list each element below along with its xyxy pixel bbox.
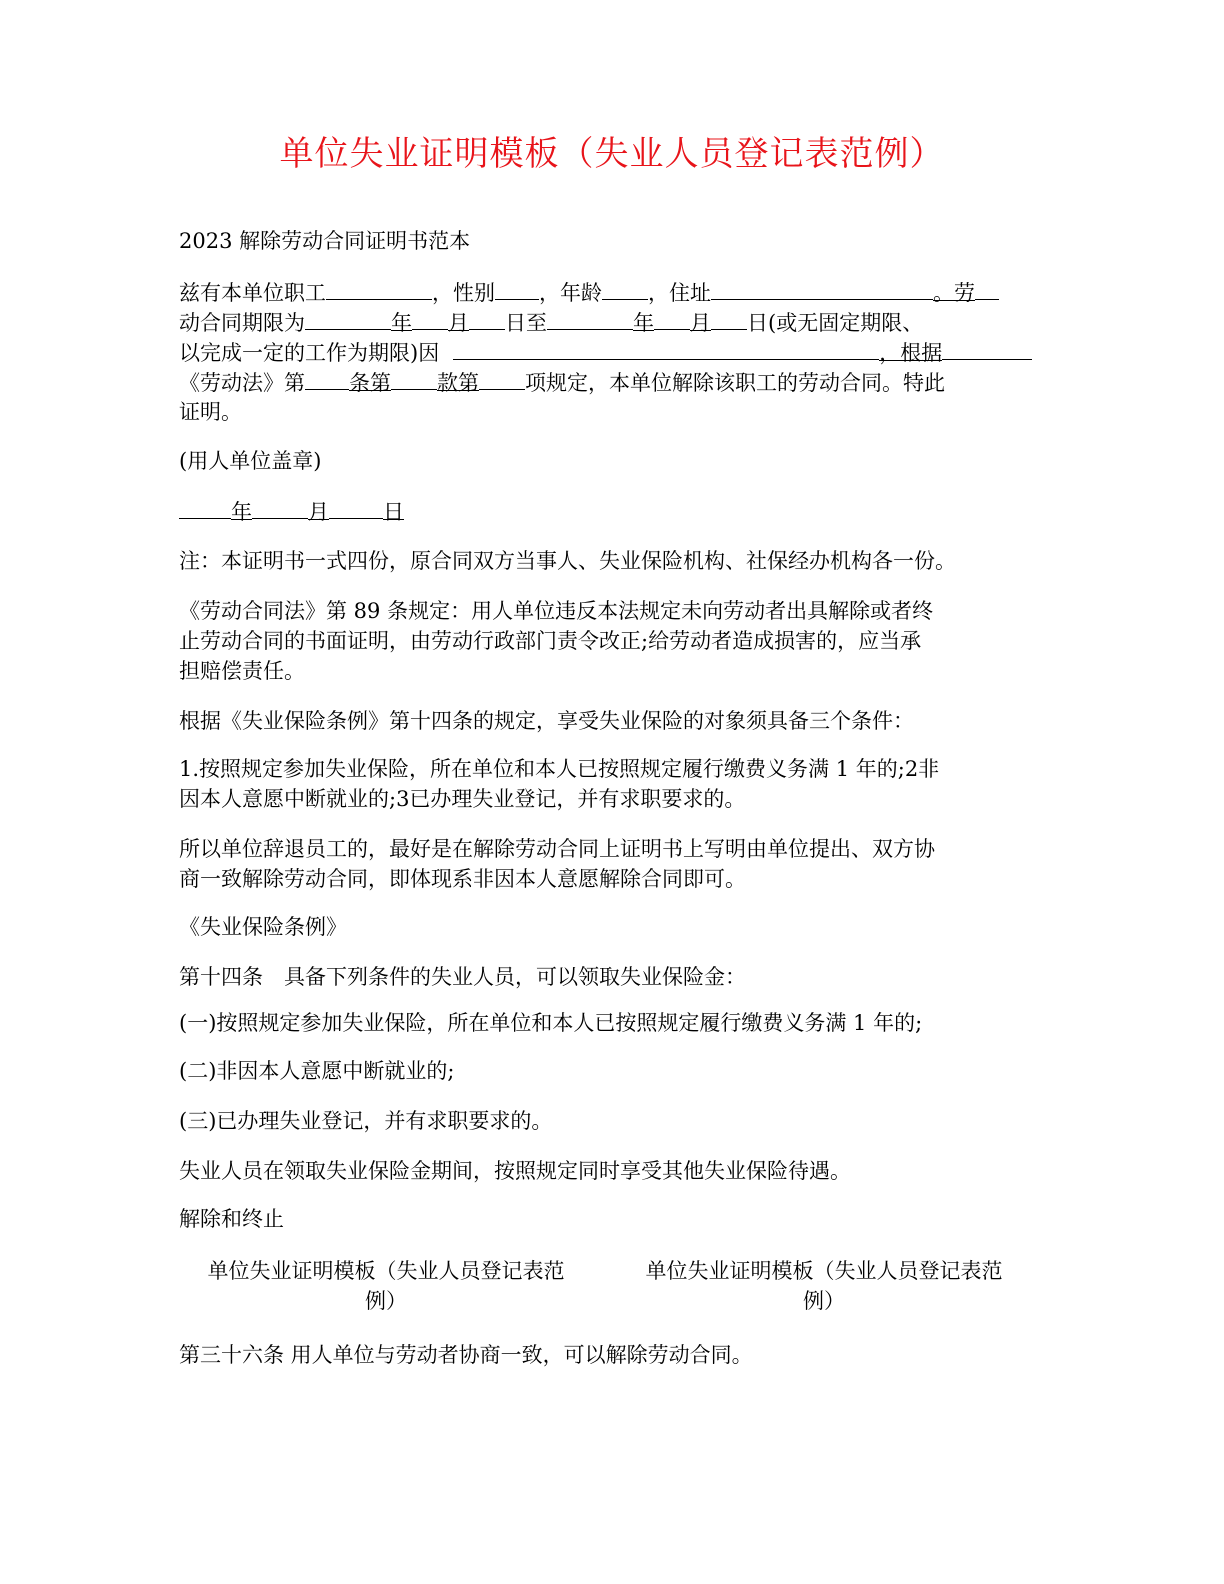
certificate-text: 月 [690,308,711,331]
end-month-blank[interactable] [654,307,690,330]
conditions-intro: 根据《失业保险条例》第十四条的规定，享受失业保险的对象须具备三个条件： [179,709,914,733]
certificate-text: 条第 [349,368,391,391]
conditions-line: 因本人意愿中断就业的;3已办理失业登记，并有求职要求的。 [179,787,746,811]
section-heading: 解除和终止 [179,1207,284,1231]
date-line [179,496,1099,527]
clause-blank[interactable] [391,367,437,390]
certificate-line-5: 证明。 [179,400,242,424]
note-paragraph: 注：本证明书一式四份，原合同双方当事人、失业保险机构、社保经办机构各一份。 [179,549,956,573]
footer-right-line-1: 单位失业证明模板（失业人员登记表范 [645,1259,1003,1283]
article14-heading: 第十四条 具备下列条件的失业人员，可以领取失业保险金： [179,965,746,989]
certificate-line-4 [179,367,1099,397]
article36-paragraph: 第三十六条 用人单位与劳动者协商一致，可以解除劳动合同。 [179,1343,753,1367]
certificate-text: 月 [448,308,469,331]
certificate-text: ，根据 [879,338,942,361]
article14-item-3: (三)已办理失业登记，并有求职要求的。 [179,1109,553,1133]
footer-right-line-2: 例） [803,1289,845,1313]
certificate-text: ，住址 [648,281,711,305]
footer-right [614,1256,1034,1316]
regulation-name: 《失业保险条例》 [179,915,347,939]
certificate-line-1 [179,277,1099,307]
seal-label: (用人单位盖章) [179,449,322,473]
certificate-text: ，性别 [432,281,495,305]
reason-blank[interactable] [453,337,879,360]
law89-paragraph [179,596,1099,686]
certificate-line-3 [179,337,1099,367]
article-blank[interactable] [305,367,349,390]
age-blank[interactable] [602,277,648,300]
date-year-label: 年 [231,497,252,520]
footer-left-line-1: 单位失业证明模板（失业人员登记表范 [207,1259,565,1283]
start-day-blank[interactable] [469,307,505,330]
subtitle: 2023 解除劳动合同证明书范本 [179,229,471,253]
item-blank[interactable] [479,367,525,390]
date-day-label: 日 [383,497,404,520]
date-day-blank[interactable] [329,496,383,519]
document-title: 单位失业证明模板（失业人员登记表范例） [279,134,945,174]
certificate-form [179,277,1099,427]
address-blank[interactable] [711,277,933,300]
address-blank-tail [975,277,999,300]
certificate-text: 日至 [505,311,547,335]
law89-line: 止劳动合同的书面证明，由劳动行政部门责令改正;给劳动者造成损害的，应当承 [179,629,922,653]
start-year-blank[interactable] [305,307,391,330]
certificate-text: 动合同期限为 [179,311,305,335]
law89-line: 《劳动合同法》第 89 条规定：用人单位违反本法规定未向劳动者出具解除或者终 [179,599,934,623]
certificate-text: 年 [391,308,412,331]
footer-left [176,1256,596,1316]
footer-left-line-2: 例） [365,1289,407,1313]
certificate-text: 。劳 [933,278,975,301]
advice-paragraph [179,834,1099,894]
end-year-blank[interactable] [547,307,633,330]
certificate-text: 年 [633,308,654,331]
certificate-text: ，年龄 [539,281,602,305]
certificate-text: 项规定，本单位解除该职工的劳动合同。特此 [525,371,945,395]
date-month-blank[interactable] [252,496,308,519]
certificate-text: 兹有本单位职工 [179,281,326,305]
law89-line: 担赔偿责任。 [179,659,305,683]
advice-line: 所以单位辞退员工的，最好是在解除劳动合同上证明书上写明由单位提出、双方协 [179,837,935,861]
employee-name-blank[interactable] [326,277,432,300]
benefits-paragraph: 失业人员在领取失业保险金期间，按照规定同时享受其他失业保险待遇。 [179,1159,851,1183]
article14-item-2: (二)非因本人意愿中断就业的; [179,1059,455,1083]
end-day-blank[interactable] [711,307,747,330]
start-month-blank[interactable] [412,307,448,330]
certificate-text: 日(或无固定期限、 [747,311,924,335]
date-year-blank[interactable] [179,496,231,519]
article14-item-1: (一)按照规定参加失业保险，所在单位和本人已按照规定履行缴费义务满 1 年的; [179,1011,923,1035]
law-basis-blank[interactable] [942,337,1032,360]
certificate-text: 《劳动法》第 [179,371,305,395]
certificate-line-2 [179,307,1099,337]
date-month-label: 月 [308,497,329,520]
conditions-line: 1.按照规定参加失业保险，所在单位和本人已按照规定履行缴费义务满 1 年的;2非 [179,757,940,781]
conditions-paragraph [179,754,1099,814]
gender-blank[interactable] [495,277,539,300]
certificate-text: 以完成一定的工作为期限)因 [179,341,440,365]
advice-line: 商一致解除劳动合同，即体现系非因本人意愿解除合同即可。 [179,867,746,891]
certificate-text: 款第 [437,368,479,391]
